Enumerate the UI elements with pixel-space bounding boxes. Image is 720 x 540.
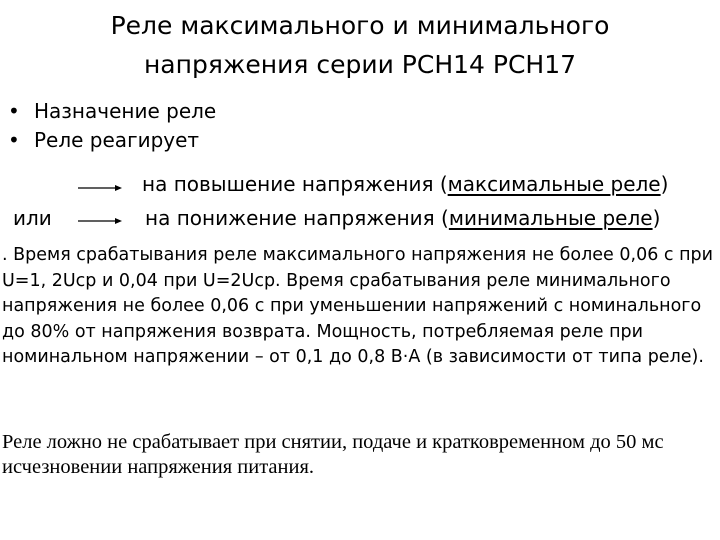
bullet-text: Назначение реле [34, 99, 217, 123]
arrow-row-underlined: максимальные реле [447, 172, 661, 196]
note-paragraph-text: Реле ложно не срабатывает при снятии, подаче и кратковременном до 50 мс исчезновении напряжения питания. [2, 431, 664, 478]
arrow-row-text [142, 170, 668, 199]
specs-paragraph-text: . Время срабатывания реле максимального напряжения не более 0,06 с при U=1, 2Uср и 0,04 при U=2Uср. Время срабатывания реле минимального напряжения не более 0,06 с при уменьшении напряжений с номинального до 80% от напряжения возврата. Мощность, потребляемая реле при номинальном напряжении – от 0,1 до 0,8 В·А (в зависимости от типа реле). [2, 245, 714, 367]
arrow-row-text [145, 204, 660, 233]
specs-paragraph [2, 243, 714, 371]
arrow-row-text-before: на понижение напряжения ( [145, 206, 449, 230]
title-line-1: Реле максимального и минимального [110, 11, 610, 40]
slide-title [40, 6, 680, 84]
bullet-text: Реле реагирует [34, 128, 200, 152]
bullet-dot-icon: • [8, 99, 20, 123]
bullet-item [8, 97, 708, 126]
arrow-row-prefix: или [13, 206, 52, 230]
note-paragraph [2, 430, 714, 480]
right-arrow-icon [78, 216, 122, 226]
bullet-dot-icon: • [8, 128, 20, 152]
arrow-row-text-before: на повышение напряжения ( [142, 172, 448, 196]
arrow-row-text-after: ) [660, 172, 669, 196]
arrow-row-underlined: минимальные реле [448, 206, 653, 230]
title-line-2: напряжения серии РСН14 РСН17 [143, 50, 577, 79]
bullet-item [8, 126, 708, 155]
right-arrow-icon [78, 183, 122, 193]
arrow-row-text-after: ) [652, 206, 661, 230]
bullet-list [8, 97, 708, 155]
